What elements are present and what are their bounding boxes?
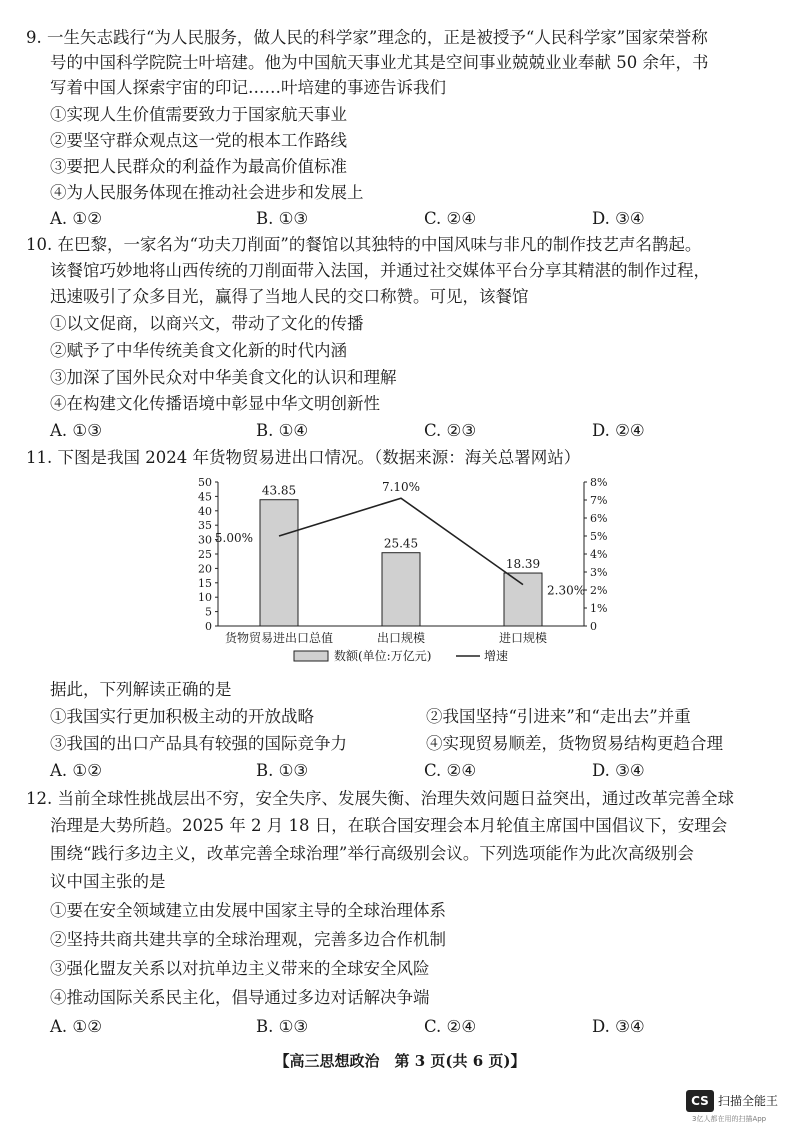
- q11-option-c: C. ②④: [424, 761, 477, 780]
- right-tick-label: 0: [590, 620, 597, 633]
- q12-stem-line-2: 治理是大势所趋。2025 年 2 月 18 日，在联合国安理会本月轮值主席国中国倡议下，安理会: [50, 816, 728, 835]
- q12-item-1: ①要在安全领域建立由发展中国家主导的全球治理体系: [50, 901, 446, 920]
- q12-option-d: D. ③④: [592, 1017, 645, 1036]
- q9-item-4: ④为人民服务体现在推动社会进步和发展上: [50, 183, 364, 202]
- q11-stem: 11. 下图是我国 2024 年货物贸易进出口情况。（数据来源：海关总署网站）: [26, 448, 581, 467]
- q9-option-c: C. ②④: [424, 209, 477, 228]
- q10-item-4: ④在构建文化传播语境中彰显中华文明创新性: [50, 394, 380, 413]
- page-footer: 【高三思想政治 第 3 页(共 6 页)】: [274, 1052, 526, 1070]
- q10-item-2: ②赋予了中华传统美食文化新的时代内涵: [50, 341, 347, 360]
- left-tick-label: 35: [198, 519, 212, 533]
- q10-stem-line-2: 该餐馆巧妙地将山西传统的刀削面带入法国，并通过社交媒体平台分享其精湛的制作过程，: [50, 261, 710, 280]
- q11-item-2: ②我国坚持“引进来”和“走出去”并重: [426, 707, 691, 726]
- right-tick-label: 6%: [590, 512, 608, 525]
- bar-value-label: 25.45: [383, 536, 419, 551]
- left-tick-label: 40: [198, 504, 212, 518]
- category-label: 进口规模: [498, 631, 548, 645]
- scanner-badge: CS: [686, 1090, 714, 1112]
- q10-item-3: ③加深了国外民众对中华美食文化的认识和理解: [50, 368, 397, 387]
- left-tick-label: 5: [205, 605, 212, 619]
- scanner-tagline: 3亿人都在用的扫描App: [692, 1115, 767, 1123]
- left-tick-label: 20: [198, 562, 212, 576]
- q10-option-b: B. ①④: [256, 421, 309, 440]
- left-tick-label: 15: [198, 576, 212, 590]
- q10-item-1: ①以文促商，以商兴文，带动了文化的传播: [50, 314, 364, 333]
- q10-option-d: D. ②④: [592, 421, 645, 440]
- bar: [504, 573, 542, 626]
- q12-stem-line-4: 议中国主张的是: [50, 872, 166, 891]
- q9-stem-line-3: 写着中国人探索宇宙的印记……叶培建的事迹告诉我们: [50, 78, 446, 97]
- q11-after-chart: 据此，下列解读正确的是: [50, 680, 232, 699]
- legend-bar-swatch: [294, 651, 328, 661]
- bar: [382, 553, 420, 626]
- q9-item-1: ①实现人生价值需要致力于国家航天事业: [50, 105, 347, 124]
- left-tick-label: 45: [198, 490, 212, 504]
- q10-option-c: C. ②③: [424, 421, 477, 440]
- left-tick-label: 0: [205, 620, 212, 633]
- trade-chart-svg: [190, 474, 630, 674]
- bar-value-label: 43.85: [261, 483, 297, 498]
- q9-item-2: ②要坚守群众观点这一党的根本工作路线: [50, 131, 347, 150]
- q9-option-a: A. ①②: [50, 209, 102, 228]
- right-tick-label: 1%: [590, 602, 608, 615]
- right-tick-label: 8%: [590, 476, 608, 489]
- q12-stem-line-1: 12. 当前全球性挑战层出不穷，安全失序、发展失衡、治理失效问题日益突出，通过改革完善全球: [26, 789, 734, 808]
- scanner-watermark: [686, 1090, 796, 1126]
- bar-value-label: 18.39: [505, 557, 541, 572]
- q12-option-b: B. ①③: [256, 1017, 309, 1036]
- left-tick-label: 25: [198, 548, 212, 561]
- q11-item-4: ④实现贸易顺差，货物贸易结构更趋合理: [426, 734, 723, 753]
- q12-stem-line-3: 围绕“践行多边主义，改革完善全球治理”举行高级别会议。下列选项能作为此次高级别会: [50, 844, 694, 863]
- right-tick-label: 2%: [590, 584, 608, 597]
- q11-item-3: ③我国的出口产品具有较强的国际竞争力: [50, 734, 347, 753]
- right-tick-label: 4%: [590, 548, 608, 561]
- bar: [260, 500, 298, 626]
- category-label: 货物贸易进出口总值: [224, 631, 334, 645]
- q10-stem-line-1: 10. 在巴黎，一家名为“功夫刀削面”的餐馆以其独特的中国风味与非凡的制作技艺声名鹊起。: [26, 235, 702, 254]
- growth-label: 7.10%: [381, 480, 421, 495]
- scanner-app-name: 扫描全能王: [718, 1094, 779, 1108]
- legend-line-label: 增速: [484, 649, 509, 663]
- q12-option-c: C. ②④: [424, 1017, 477, 1036]
- left-tick-label: 50: [198, 476, 212, 489]
- q9-item-3: ③要把人民群众的利益作为最高价值标准: [50, 157, 347, 176]
- q11-item-1: ①我国实行更加积极主动的开放战略: [50, 707, 314, 726]
- q10-stem-line-3: 迅速吸引了众多目光，赢得了当地人民的交口称赞。可见，该餐馆: [50, 287, 529, 306]
- left-tick-label: 30: [198, 533, 212, 547]
- q9-option-d: D. ③④: [592, 209, 645, 228]
- q12-item-3: ③强化盟友关系以对抗单边主义带来的全球安全风险: [50, 959, 430, 978]
- q11-option-d: D. ③④: [592, 761, 645, 780]
- q12-item-2: ②坚持共商共建共享的全球治理观，完善多边合作机制: [50, 930, 446, 949]
- growth-label: 5.00%: [214, 531, 253, 545]
- q11-option-a: A. ①②: [50, 761, 102, 780]
- category-label: 出口规模: [376, 631, 426, 645]
- q11-option-b: B. ①③: [256, 761, 309, 780]
- growth-label: 2.30%: [547, 583, 586, 598]
- q9-option-b: B. ①③: [256, 209, 309, 228]
- q12-option-a: A. ①②: [50, 1017, 102, 1036]
- legend-bar-label: 数额(单位:万亿元): [334, 649, 432, 663]
- right-tick-label: 5%: [590, 530, 608, 543]
- q12-item-4: ④推动国际关系民主化，倡导通过多边对话解决争端: [50, 988, 430, 1007]
- q9-stem-line-1: 9. 一生矢志践行“为人民服务，做人民的科学家”理念的，正是被授予“人民科学家”国家荣誉称: [26, 28, 708, 47]
- left-tick-label: 10: [198, 591, 212, 605]
- trade-chart: [190, 474, 630, 674]
- q9-stem-line-2: 号的中国科学院院士叶培建。他为中国航天事业尤其是空间事业兢兢业业奉献 50 余年，书: [50, 53, 709, 72]
- right-tick-label: 3%: [590, 566, 608, 579]
- right-tick-label: 7%: [590, 494, 608, 507]
- q10-option-a: A. ①③: [50, 421, 102, 440]
